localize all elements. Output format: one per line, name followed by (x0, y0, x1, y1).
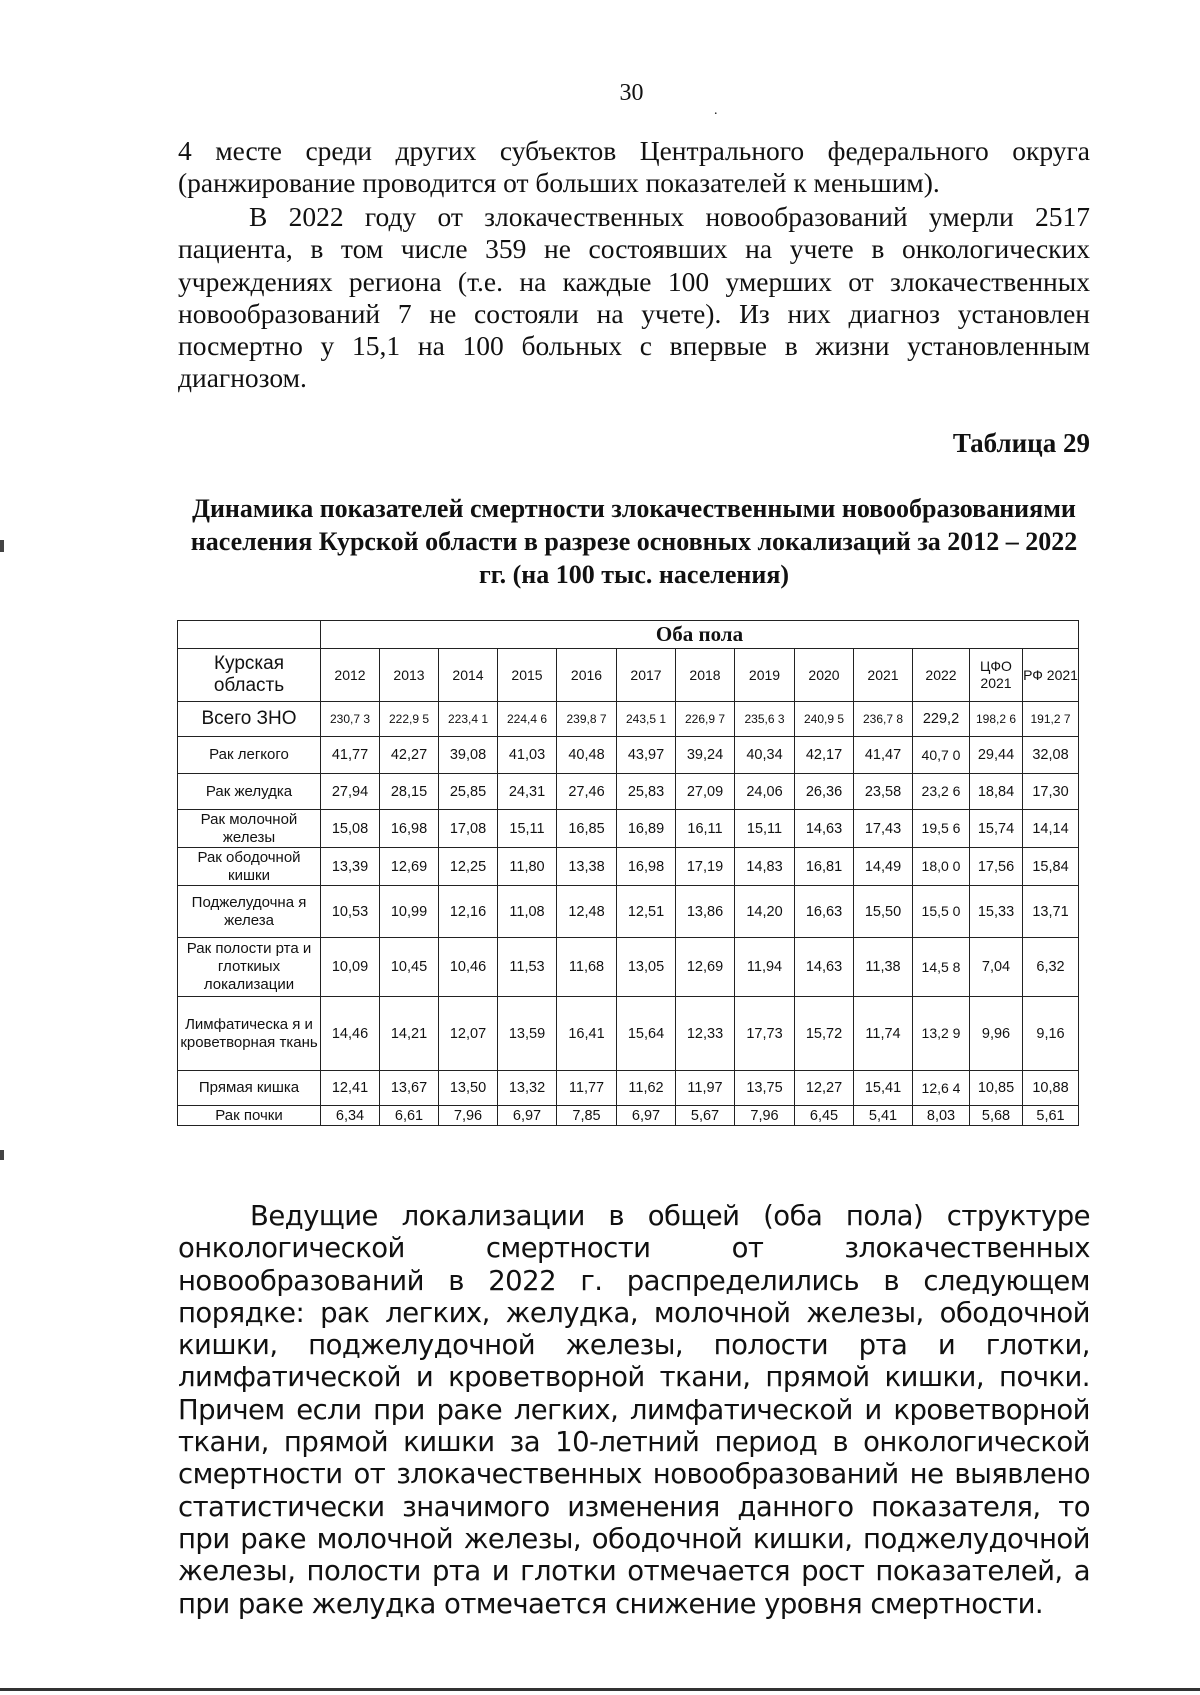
table-cell: 17,43 (854, 810, 913, 848)
table-cell: 5,61 (1023, 1106, 1079, 1126)
row-label: Рак молочной железы (178, 810, 321, 848)
table-cell: 17,19 (676, 848, 735, 886)
table-cell: 16,98 (380, 810, 439, 848)
table-cell: 7,96 (735, 1106, 795, 1126)
table-cell: 42,27 (380, 737, 439, 774)
table-cell: 15,08 (321, 810, 380, 848)
row-label: Рак желудка (178, 774, 321, 810)
table-row (178, 702, 1079, 737)
table-title: Динамика показателей смертности злокачественными новообразованиями населения Курской области в разрезе основных локализаций за 2012 – 2022 гг. (на 100 тыс. населения) (190, 494, 1078, 589)
table-cell: 14,83 (735, 848, 795, 886)
header-row-years (178, 649, 1079, 702)
table-cell: 10,09 (321, 938, 380, 997)
table-cell: 13,71 (1023, 886, 1079, 938)
header-year-12: РФ 2021 (1023, 649, 1079, 702)
table-cell: 8,03 (913, 1106, 970, 1126)
table-cell: 23,58 (854, 774, 913, 810)
table-cell: 19,5 6 (913, 810, 970, 848)
table-cell: 40,34 (735, 737, 795, 774)
table-cell: 6,61 (380, 1106, 439, 1126)
table-cell: 16,85 (557, 810, 617, 848)
row-label: Рак легкого (178, 737, 321, 774)
table-cell: 32,08 (1023, 737, 1079, 774)
table-cell: 16,11 (676, 810, 735, 848)
table-cell: 12,41 (321, 1071, 380, 1106)
header-year-0: 2012 (321, 649, 380, 702)
table-cell: 10,85 (970, 1071, 1023, 1106)
row-label: Рак ободочной кишки (178, 848, 321, 886)
table-cell: 15,64 (617, 997, 676, 1071)
table-cell: 27,46 (557, 774, 617, 810)
table-cell: 230,7 3 (321, 702, 380, 737)
header-empty-cell (178, 621, 321, 649)
table-cell: 12,51 (617, 886, 676, 938)
table-cell: 14,46 (321, 997, 380, 1071)
header-year-3: 2015 (498, 649, 557, 702)
table-cell: 16,98 (617, 848, 676, 886)
table-row (178, 997, 1079, 1071)
table-cell: 24,06 (735, 774, 795, 810)
table-cell: 11,38 (854, 938, 913, 997)
table-row (178, 737, 1079, 774)
mortality-table (177, 620, 1079, 1126)
row-label: Поджелудочна я железа (178, 886, 321, 938)
table-row (178, 938, 1079, 997)
table-cell: 18,0 0 (913, 848, 970, 886)
table-cell: 14,63 (795, 938, 854, 997)
table-cell: 6,45 (795, 1106, 854, 1126)
table-cell: 15,41 (854, 1071, 913, 1106)
table-cell: 11,74 (854, 997, 913, 1071)
table-cell: 18,84 (970, 774, 1023, 810)
table-cell: 5,41 (854, 1106, 913, 1126)
table-cell: 236,7 8 (854, 702, 913, 737)
row-label: Всего ЗНО (178, 702, 321, 737)
table-cell: 39,24 (676, 737, 735, 774)
table-cell: 25,85 (439, 774, 498, 810)
table-cell: 25,83 (617, 774, 676, 810)
header-row-sex (178, 621, 1079, 649)
table-cell: 229,2 (913, 702, 970, 737)
table-cell: 239,8 7 (557, 702, 617, 737)
table-cell: 14,49 (854, 848, 913, 886)
table-cell: 11,08 (498, 886, 557, 938)
header-both-sexes: Оба пола (321, 621, 1079, 649)
table-cell: 223,4 1 (439, 702, 498, 737)
table-cell: 28,15 (380, 774, 439, 810)
header-year-4: 2016 (557, 649, 617, 702)
table-cell: 6,34 (321, 1106, 380, 1126)
table-cell: 15,33 (970, 886, 1023, 938)
table-cell: 16,81 (795, 848, 854, 886)
table-cell: 11,53 (498, 938, 557, 997)
table-cell: 6,97 (617, 1106, 676, 1126)
header-region: Курская область (178, 649, 321, 702)
table-cell: 7,85 (557, 1106, 617, 1126)
table-cell: 12,69 (676, 938, 735, 997)
table-cell: 15,50 (854, 886, 913, 938)
header-year-10: 2022 (913, 649, 970, 702)
scan-edge-mark (0, 540, 4, 552)
table-cell: 13,67 (380, 1071, 439, 1106)
table-cell: 240,9 5 (795, 702, 854, 737)
table-cell: 12,27 (795, 1071, 854, 1106)
table-cell: 11,77 (557, 1071, 617, 1106)
table-cell: 226,9 7 (676, 702, 735, 737)
table-cell: 29,44 (970, 737, 1023, 774)
header-year-2: 2014 (439, 649, 498, 702)
page-dot: . (714, 103, 718, 118)
table-cell: 12,33 (676, 997, 735, 1071)
scan-edge-mark (0, 1150, 4, 1160)
table-cell: 40,7 0 (913, 737, 970, 774)
table-cell: 17,30 (1023, 774, 1079, 810)
table-cell: 11,80 (498, 848, 557, 886)
table-cell: 10,46 (439, 938, 498, 997)
table-cell: 191,2 7 (1023, 702, 1079, 737)
table-cell: 5,68 (970, 1106, 1023, 1126)
table-cell: 14,14 (1023, 810, 1079, 848)
table-cell: 13,59 (498, 997, 557, 1071)
table-body (178, 702, 1079, 1126)
table-cell: 9,96 (970, 997, 1023, 1071)
table-cell: 6,97 (498, 1106, 557, 1126)
page-number: 30 (619, 80, 644, 106)
table-cell: 5,67 (676, 1106, 735, 1126)
table-cell: 12,69 (380, 848, 439, 886)
table-cell: 27,09 (676, 774, 735, 810)
table-cell: 15,5 0 (913, 886, 970, 938)
header-year-6: 2018 (676, 649, 735, 702)
paragraph-1: 4 месте среди других субъектов Центрального федерального округа (ранжирование проводится от больших показателей к меньшим). (178, 135, 1090, 199)
row-label: Рак полости рта и глоткиых локализации (178, 938, 321, 997)
table-cell: 14,20 (735, 886, 795, 938)
table-cell: 10,88 (1023, 1071, 1079, 1106)
header-year-11: ЦФО 2021 (970, 649, 1023, 702)
paragraph-3: Ведущие локализации в общей (оба пола) структуре онкологической смертности от злокачественных новообразований в 2022 г. распределились в следующем порядке: рак легких, желудка, молочной железы, ободочной кишки, поджелудочной железы, полости рта и глотки, лимфатической и кроветворной ткани, прямой кишки, почки. Причем если при раке легких, лимфатической и кроветворной ткани, прямой кишки за 10-летний период в онкологической смертности от злокачественных новообразований не выявлено статистически значимого изменения данного показателя, то при раке молочной железы, ободочной кишки, поджелудочной железы, полости рта и глотки отмечается рост показателей, а при раке желудка отмечается снижение уровня смертности. (178, 1200, 1090, 1620)
table-cell: 23,2 6 (913, 774, 970, 810)
table-cell: 10,53 (321, 886, 380, 938)
paragraph-2: В 2022 году от злокачественных новообразований умерли 2517 пациента, в том числе 359 не состоявших на учете в онкологических учреждениях региона (т.е. на каждые 100 умерших от злокачественных новообразований 7 не состояли на учете). Из них диагноз установлен посмертно у 15,1 на 100 больных с впервые в жизни установленным диагнозом. (178, 201, 1090, 394)
table-cell: 13,75 (735, 1071, 795, 1106)
table-cell: 14,63 (795, 810, 854, 848)
row-label: Рак почки (178, 1106, 321, 1126)
table-cell: 12,6 4 (913, 1071, 970, 1106)
table-cell: 13,39 (321, 848, 380, 886)
table-cell: 13,32 (498, 1071, 557, 1106)
table-cell: 15,11 (498, 810, 557, 848)
table-cell: 41,77 (321, 737, 380, 774)
table-cell: 11,97 (676, 1071, 735, 1106)
table-cell: 26,36 (795, 774, 854, 810)
table-cell: 14,21 (380, 997, 439, 1071)
table-cell: 235,6 3 (735, 702, 795, 737)
table-row (178, 886, 1079, 938)
table-cell: 12,48 (557, 886, 617, 938)
table-cell: 10,45 (380, 938, 439, 997)
table-cell: 11,62 (617, 1071, 676, 1106)
table-row (178, 774, 1079, 810)
table-cell: 40,48 (557, 737, 617, 774)
header-year-5: 2017 (617, 649, 676, 702)
table-cell: 24,31 (498, 774, 557, 810)
table-cell: 15,72 (795, 997, 854, 1071)
table-cell: 13,50 (439, 1071, 498, 1106)
table-cell: 16,89 (617, 810, 676, 848)
table-cell: 7,04 (970, 938, 1023, 997)
table-cell: 198,2 6 (970, 702, 1023, 737)
table-label: Таблица 29 (952, 428, 1090, 458)
table-row (178, 848, 1079, 886)
table-cell: 10,99 (380, 886, 439, 938)
table-cell: 14,5 8 (913, 938, 970, 997)
table-cell: 42,17 (795, 737, 854, 774)
row-label: Лимфатическа я и кроветворная ткань (178, 997, 321, 1071)
table-cell: 12,07 (439, 997, 498, 1071)
table-cell: 222,9 5 (380, 702, 439, 737)
table-cell: 16,41 (557, 997, 617, 1071)
header-year-8: 2020 (795, 649, 854, 702)
table-cell: 11,94 (735, 938, 795, 997)
table-cell: 41,03 (498, 737, 557, 774)
table-cell: 6,32 (1023, 938, 1079, 997)
table-cell: 11,68 (557, 938, 617, 997)
header-year-9: 2021 (854, 649, 913, 702)
table-cell: 7,96 (439, 1106, 498, 1126)
table-cell: 15,11 (735, 810, 795, 848)
table-cell: 39,08 (439, 737, 498, 774)
header-year-1: 2013 (380, 649, 439, 702)
table-row (178, 1071, 1079, 1106)
table-cell: 27,94 (321, 774, 380, 810)
table-cell: 13,2 9 (913, 997, 970, 1071)
table-cell: 41,47 (854, 737, 913, 774)
table-cell: 15,74 (970, 810, 1023, 848)
table-cell: 17,56 (970, 848, 1023, 886)
row-label: Прямая кишка (178, 1071, 321, 1106)
table-cell: 16,63 (795, 886, 854, 938)
table-cell: 9,16 (1023, 997, 1079, 1071)
table-row (178, 1106, 1079, 1126)
table-cell: 224,4 6 (498, 702, 557, 737)
scan-bottom-edge (0, 1688, 1200, 1691)
table-row (178, 810, 1079, 848)
header-year-7: 2019 (735, 649, 795, 702)
table-cell: 15,84 (1023, 848, 1079, 886)
table-cell: 12,25 (439, 848, 498, 886)
table-cell: 43,97 (617, 737, 676, 774)
table-cell: 13,86 (676, 886, 735, 938)
table-cell: 243,5 1 (617, 702, 676, 737)
table-cell: 12,16 (439, 886, 498, 938)
table-cell: 13,38 (557, 848, 617, 886)
table-cell: 17,08 (439, 810, 498, 848)
table-cell: 13,05 (617, 938, 676, 997)
table-cell: 17,73 (735, 997, 795, 1071)
